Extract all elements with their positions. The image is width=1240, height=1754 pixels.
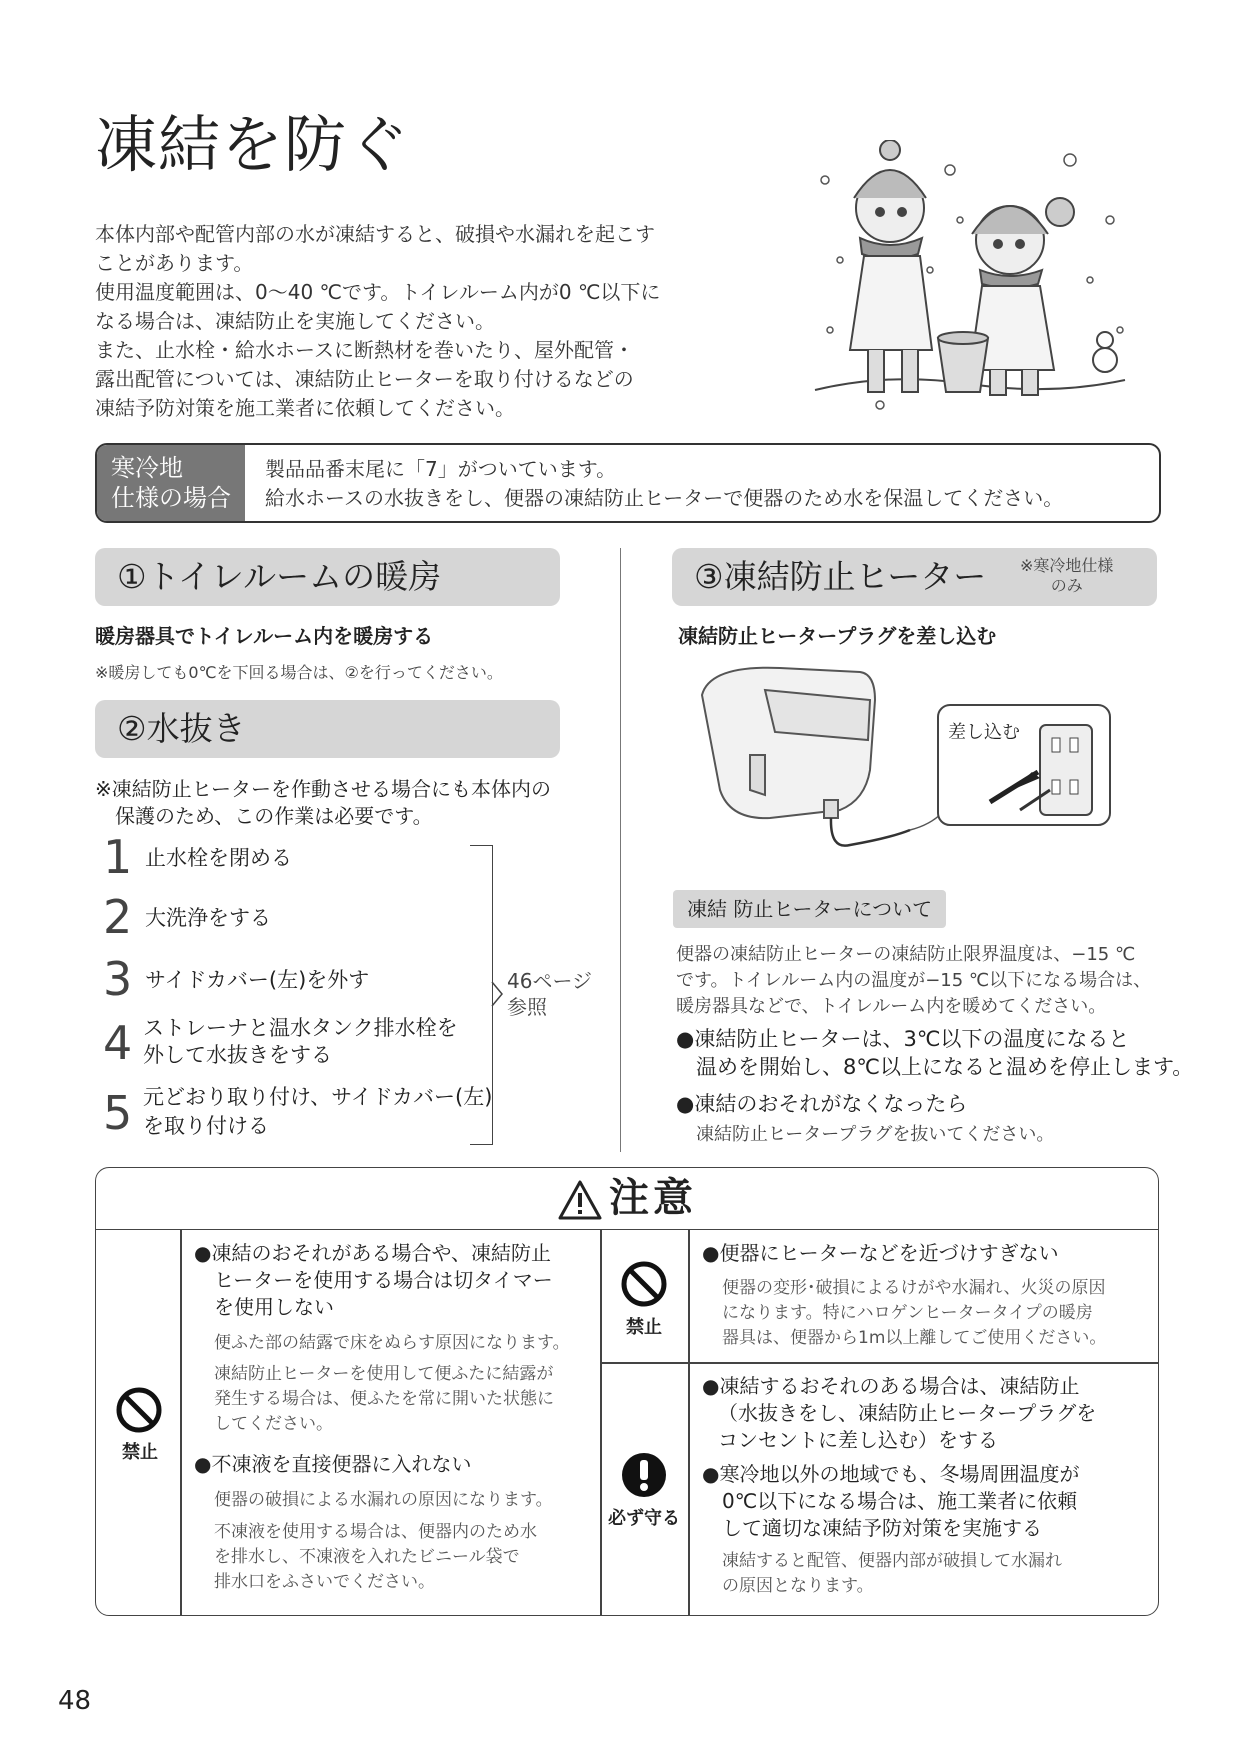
step-text: 外して水抜きをする <box>143 1043 332 1067</box>
caution-bullet: ●凍結のおそれがある場合や、凍結防止 <box>194 1241 552 1265</box>
intro-line: また、止水栓・給水ホースに断熱材を巻いたり、屋外配管・ <box>95 338 634 362</box>
heater-bullet-2-sub: 凍結防止ヒータープラグを抜いてください。 <box>696 1124 1055 1145</box>
step-number: 1 <box>103 830 133 884</box>
section2-note-line1: ※凍結防止ヒーターを作動させる場合にも本体内の <box>95 777 551 801</box>
page-title: 凍結を防ぐ <box>95 108 411 181</box>
caution-bullet: （水抜きをし、凍結防止ヒータープラグを <box>718 1401 1097 1425</box>
intro-paragraph <box>95 220 715 423</box>
caution-bullet: ヒーターを使用する場合は切タイマー <box>214 1268 553 1292</box>
caution-sub: の原因となります。 <box>722 1576 874 1596</box>
heater-info-line: 便器の凍結防止ヒーターの凍結防止限界温度は、−15 ℃ <box>676 944 1136 965</box>
must-observe-label: 必ず守る <box>608 1508 680 1529</box>
caution-sub: 便ふた部の結露で床をぬらす原因になります。 <box>214 1333 570 1353</box>
plug-in-label: 差し込む <box>948 722 1020 743</box>
step-number: 5 <box>103 1086 133 1140</box>
section2-note-line2: 保護のため、この作業は必要です。 <box>115 804 433 828</box>
step-text: 大洗浄をする <box>145 906 271 930</box>
cold-region-box <box>95 443 1161 523</box>
step-number: 4 <box>103 1016 133 1070</box>
intro-line: ことがあります。 <box>95 251 254 275</box>
caution-bullet: を使用しない <box>214 1295 334 1319</box>
column-divider <box>620 548 621 1152</box>
intro-line: 露出配管については、凍結防止ヒーターを取り付けるなどの <box>95 367 634 391</box>
caution-sub: 凍結防止ヒーターを使用して便ふたに結露が <box>214 1364 554 1384</box>
caution-box <box>95 1167 1159 1616</box>
caution-bullet: ●寒冷地以外の地域でも、冬場周囲温度が <box>702 1462 1080 1486</box>
cold-region-label-line1: 寒冷地 <box>111 454 183 482</box>
step-text: サイドカバー(左)を外す <box>145 968 370 992</box>
cold-region-line: 給水ホースの水抜きをし、便器の凍結防止ヒーターで便器のため水を保温してください。 <box>265 486 1064 510</box>
exclamation-icon <box>620 1451 668 1499</box>
section1-instruction: 暖房器具でトイレルーム内を暖房する <box>95 624 434 648</box>
caution-grid-line <box>600 1362 1158 1364</box>
caution-bullet: ●便器にヒーターなどを近づけすぎない <box>702 1241 1059 1265</box>
caution-sub: 便器の破損による水漏れの原因になります。 <box>214 1490 553 1510</box>
heater-info-line: 暖房器具などで、トイレルーム内を暖めてください。 <box>676 996 1107 1017</box>
heater-bullet-line: ●凍結防止ヒーターは、3℃以下の温度になると <box>676 1027 1130 1051</box>
caution-bullet: して適切な凍結予防対策を実施する <box>722 1516 1042 1540</box>
caution-sub: 凍結すると配管、便器内部が破損して水漏れ <box>722 1551 1062 1571</box>
cold-spec-tag <box>1020 556 1113 596</box>
section2-header: ②水抜き <box>95 700 560 758</box>
heater-bullet-2: ●凍結のおそれがなくなったら <box>676 1092 968 1116</box>
cold-spec-tag-line: のみ <box>1050 576 1083 595</box>
page-number: 48 <box>58 1686 92 1716</box>
page-reference-line: 参照 <box>507 995 547 1019</box>
bracket-point <box>490 980 504 1008</box>
heater-info-line: です。トイレルーム内の温度が−15 ℃以下になる場合は、 <box>676 970 1152 991</box>
step-text: 止水栓を閉める <box>145 846 292 870</box>
intro-line: なる場合は、凍結防止を実施してください。 <box>95 309 495 333</box>
cold-region-label <box>97 445 245 521</box>
caution-grid-line <box>600 1229 602 1615</box>
caution-sub: 不凍液を使用する場合は、便器内のため水 <box>214 1522 537 1542</box>
caution-grid-line <box>180 1229 182 1615</box>
caution-header <box>96 1168 1158 1230</box>
caution-bullet: コンセントに差し込む）をする <box>718 1428 998 1452</box>
heater-info-paragraph <box>676 942 1151 1020</box>
cold-region-text <box>265 455 1063 513</box>
warning-triangle-icon <box>557 1179 603 1221</box>
cold-region-line: 製品品番末尾に「7」がついています。 <box>265 457 617 481</box>
page-reference <box>507 968 592 1020</box>
prohibit-icon <box>115 1386 163 1434</box>
cold-region-label-line2: 仕様の場合 <box>111 484 231 512</box>
caution-bullet: ●凍結するおそれのある場合は、凍結防止 <box>702 1374 1080 1398</box>
caution-grid-line <box>688 1229 690 1615</box>
children-in-snow-illustration <box>810 140 1130 420</box>
caution-bullet: ●不凍液を直接便器に入れない <box>194 1452 472 1476</box>
caution-sub: 器具は、便器から1m以上離してご使用ください。 <box>722 1328 1107 1348</box>
intro-line: 使用温度範囲は、0～40 ℃です。トイレルーム内が0 ℃以下に <box>95 280 661 304</box>
caution-sub: を排水し、不凍液を入れたビニール袋で <box>214 1547 520 1567</box>
prohibit-label: 禁止 <box>122 1442 158 1463</box>
caution-title: 注意 <box>609 1175 697 1221</box>
page-reference-line: 46ページ <box>507 969 593 993</box>
intro-line: 本体内部や配管内部の水が凍結すると、破損や水漏れを起こす <box>95 222 655 246</box>
cold-spec-tag-line: ※寒冷地仕様 <box>1020 556 1114 575</box>
step-text: 元どおり取り付け、サイドカバー(左) <box>143 1085 493 1109</box>
step-number: 2 <box>103 890 133 944</box>
caution-sub: 発生する場合は、便ふたを常に開いた状態に <box>214 1389 554 1409</box>
section1-note: ※暖房しても0℃を下回る場合は、②を行ってください。 <box>95 663 503 682</box>
heater-plug-illustration <box>690 660 1120 870</box>
caution-sub: してください。 <box>214 1414 333 1434</box>
caution-sub: 便器の変形･破損によるけがや水漏れ、火災の原因 <box>722 1278 1106 1298</box>
step-text: ストレーナと温水タンク排水栓を <box>143 1016 458 1040</box>
section3-header-label: ③凍結防止ヒーター <box>694 557 987 596</box>
caution-sub: になります。特にハロゲンヒータータイプの暖房 <box>722 1303 1093 1323</box>
heater-bullet-line: 温めを開始し、8℃以上になると温めを停止します。 <box>696 1055 1194 1079</box>
section1-header: ①トイレルームの暖房 <box>95 548 560 606</box>
caution-sub: 排水口をふさいでください。 <box>214 1572 435 1592</box>
prohibit-icon <box>620 1260 668 1308</box>
intro-line: 凍結予防対策を施工業者に依頼してください。 <box>95 396 515 420</box>
section3-instruction: 凍結防止ヒータープラグを差し込む <box>678 624 997 648</box>
prohibit-label: 禁止 <box>626 1317 662 1338</box>
about-heater-label: 凍結 防止ヒーターについて <box>673 890 946 928</box>
heater-bullet-1 <box>676 1025 1193 1081</box>
caution-bullet: 0℃以下になる場合は、施工業者に依頼 <box>722 1489 1078 1513</box>
step-text: を取り付ける <box>143 1114 269 1138</box>
step-number: 3 <box>103 952 133 1006</box>
